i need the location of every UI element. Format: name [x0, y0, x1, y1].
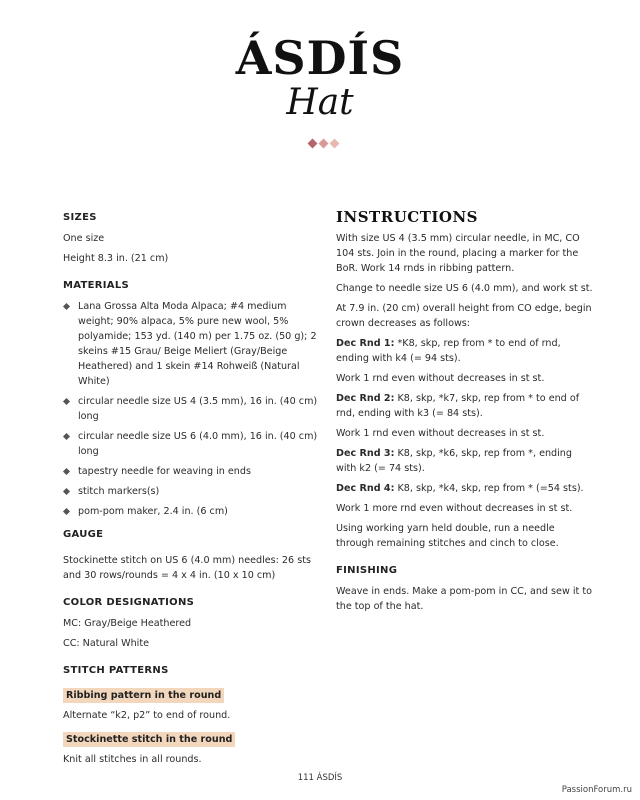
materials-list	[63, 299, 325, 519]
stockinette-title: Stockinette stitch in the round	[63, 732, 235, 747]
stockinette-text: Knit all stitches in all rounds.	[63, 754, 202, 765]
gauge-heading: GAUGE	[63, 529, 104, 540]
list-item: pom-pom maker, 2.4 in. (6 cm)	[63, 504, 325, 519]
even-round: Work 1 more rnd even without decreases in st st.	[336, 503, 573, 514]
instruction-paragraph: With size US 4 (3.5 mm) circular needle, in MC, CO 104 sts. Join in the round, placing a marker for the BoR. Work 14 rnds in ribbing pattern.	[336, 233, 580, 274]
sizes-line: Height 8.3 in. (21 cm)	[63, 253, 169, 264]
color-line: CC: Natural White	[63, 638, 150, 649]
even-round: Work 1 rnd even without decreases in st st.	[336, 373, 545, 384]
pattern-subtitle: Hat	[286, 82, 354, 123]
dec-round-3: Dec Rnd 3: K8, skp, *k6, skp, rep from *, ending with k2 (= 74 sts).	[336, 448, 572, 474]
instruction-paragraph: Change to needle size US 6 (4.0 mm), and work st st.	[336, 283, 593, 294]
list-item: tapestry needle for weaving in ends	[63, 464, 325, 479]
bullet-icon	[63, 488, 70, 495]
list-item: circular needle size US 4 (3.5 mm), 16 in. (40 cm) long	[63, 394, 325, 424]
ribbing-text: Alternate “k2, p2” to end of round.	[63, 710, 231, 721]
ribbing-title: Ribbing pattern in the round	[63, 688, 224, 703]
pattern-title: ÁSDÍS	[235, 31, 405, 85]
dec-round-4: Dec Rnd 4: K8, skp, *k4, skp, rep from * (=54 sts).	[336, 483, 584, 494]
materials-heading: MATERIALS	[63, 280, 130, 291]
sizes-heading: SIZES	[63, 212, 97, 223]
bullet-icon	[63, 468, 70, 475]
finishing-text: Weave in ends. Make a pom-pom in CC, and sew it to the top of the hat.	[336, 586, 592, 612]
dec-round-1: Dec Rnd 1: *K8, skp, rep from * to end of rnd, ending with k4 (= 94 sts).	[336, 338, 561, 364]
list-item: circular needle size US 6 (4.0 mm), 16 in. (40 cm) long	[63, 429, 325, 459]
bullet-icon	[63, 508, 70, 515]
bullet-icon	[63, 303, 70, 310]
page-number: 111 ÁSDÍS	[297, 773, 343, 783]
instruction-paragraph: At 7.9 in. (20 cm) overall height from CO edge, begin crown decreases as follows:	[336, 303, 592, 329]
watermark: PassionForum.ru	[561, 785, 632, 795]
diamond-icon	[308, 139, 318, 149]
diamond-icon	[330, 139, 340, 149]
left-column	[63, 210, 325, 772]
bullet-icon	[63, 398, 70, 405]
even-round: Work 1 rnd even without decreases in st st.	[336, 428, 545, 439]
stitch-patterns-heading: STITCH PATTERNS	[63, 665, 169, 676]
diamond-icon	[319, 139, 329, 149]
dec-round-2: Dec Rnd 2: K8, skp, *k7, skp, rep from * to end of rnd, ending with k3 (= 84 sts).	[336, 393, 580, 419]
right-column	[336, 210, 594, 619]
instruction-paragraph: Using working yarn held double, run a needle through remaining stitches and cinch to close.	[336, 523, 559, 549]
gauge-text: Stockinette stitch on US 6 (4.0 mm) needles: 26 sts and 30 rows/rounds = 4 x 4 in. (10 x 10 cm)	[63, 555, 311, 581]
list-item: Lana Grossa Alta Moda Alpaca; #4 medium weight; 90% alpaca, 5% pure new wool, 5% polyamide; 153 yd. (140 m) per 1.75 oz. (50 g); 2 skeins #15 Grau/ Beige Meliert (Gray/Beige Heathered) and 1 skein #14 Rohweiß (Natural White)	[63, 299, 325, 389]
finishing-heading: FINISHING	[336, 565, 398, 576]
sizes-line: One size	[63, 233, 105, 244]
color-designations-heading: COLOR DESIGNATIONS	[63, 597, 195, 608]
instructions-heading: INSTRUCTIONS	[336, 208, 478, 226]
list-item: stitch markers(s)	[63, 484, 325, 499]
color-line: MC: Gray/Beige Heathered	[63, 618, 192, 629]
bullet-icon	[63, 433, 70, 440]
